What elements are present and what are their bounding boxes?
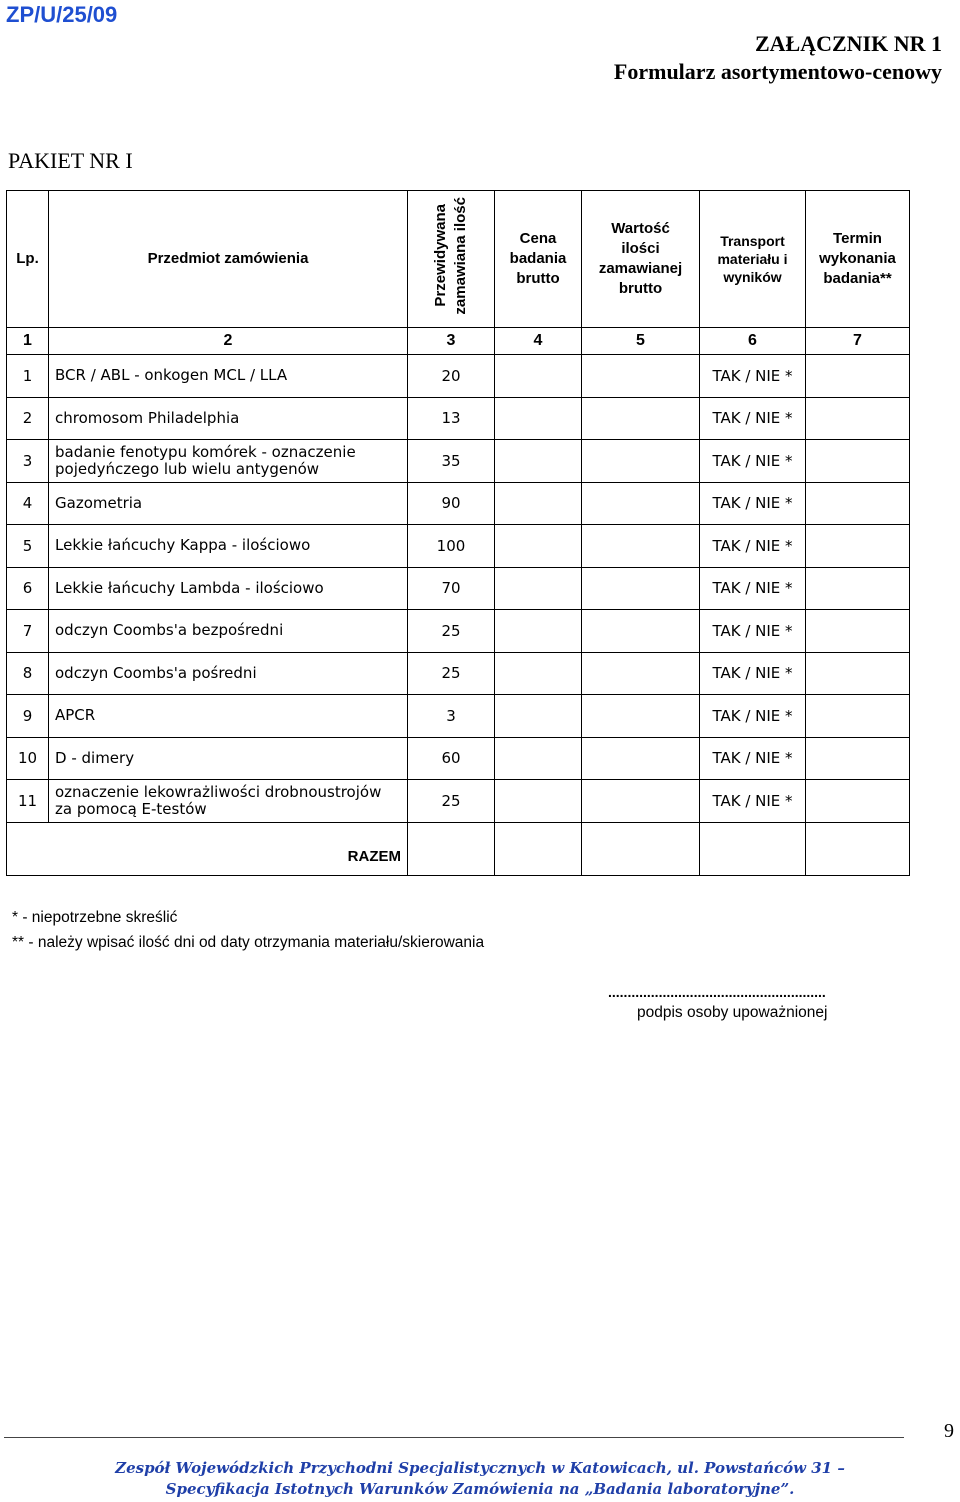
- row-term-cell[interactable]: [806, 397, 910, 440]
- row-term-cell[interactable]: [806, 567, 910, 610]
- table-row: [7, 355, 910, 398]
- col-header-transport: [700, 191, 806, 328]
- row-item: [49, 780, 408, 823]
- footnote-star1: * - niepotrzebne skreślić: [12, 909, 178, 926]
- row-transport[interactable]: TAK / NIE *: [700, 440, 806, 483]
- row-price-cell[interactable]: [495, 737, 582, 780]
- form-title: Formularz asortymentowo-cenowy: [613, 59, 942, 84]
- row-term-cell[interactable]: [806, 355, 910, 398]
- value-header-line1: Wartość: [611, 220, 670, 237]
- row-term-cell[interactable]: [806, 695, 910, 738]
- row-price-cell[interactable]: [495, 525, 582, 568]
- row-item: Lekkie łańcuchy Lambda - ilościowo: [49, 567, 408, 610]
- row-price-cell[interactable]: [495, 780, 582, 823]
- row-item: APCR: [49, 695, 408, 738]
- col-header-price: [495, 191, 582, 328]
- row-price-cell[interactable]: [495, 355, 582, 398]
- row-price-cell[interactable]: [495, 652, 582, 695]
- row-lp: 10: [7, 737, 49, 780]
- term-header-line3: badania**: [823, 270, 892, 287]
- footnote-star2: ** - należy wpisać ilość dni od daty otrzymania materiału/skierowania: [12, 934, 485, 951]
- row-lp: 7: [7, 610, 49, 653]
- page-number: 9: [944, 1420, 954, 1442]
- row-quantity: 25: [408, 652, 495, 695]
- row-transport[interactable]: TAK / NIE *: [700, 355, 806, 398]
- row-item: BCR / ABL - onkogen MCL / LLA: [49, 355, 408, 398]
- footer-institution: Zespół Wojewódzkich Przychodni Specjalistycznych w Katowicach, ul. Powstańców 31 –: [115, 1459, 845, 1477]
- row-lp: 11: [7, 780, 49, 823]
- column-number-row: [7, 328, 910, 355]
- row-quantity: 60: [408, 737, 495, 780]
- table-row: [7, 780, 910, 823]
- row-value-cell[interactable]: [582, 440, 700, 483]
- row-value-cell[interactable]: [582, 610, 700, 653]
- column-number: 2: [49, 328, 408, 355]
- row-value-cell[interactable]: [582, 525, 700, 568]
- total-blank-cell: [7, 822, 49, 875]
- row-value-cell[interactable]: [582, 695, 700, 738]
- table-row: [7, 567, 910, 610]
- attachment-number: ZAŁĄCZNIK NR 1: [754, 31, 942, 56]
- row-value-cell[interactable]: [582, 567, 700, 610]
- row-transport[interactable]: TAK / NIE *: [700, 780, 806, 823]
- row-price-cell[interactable]: [495, 440, 582, 483]
- value-header-line3: zamawianej: [598, 260, 683, 277]
- row-quantity: 3: [408, 695, 495, 738]
- row-lp: 8: [7, 652, 49, 695]
- transport-header-line1: Transport: [720, 233, 785, 249]
- total-price-cell[interactable]: [495, 822, 582, 875]
- row-term-cell[interactable]: [806, 482, 910, 525]
- row-lp: 1: [7, 355, 49, 398]
- total-label: RAZEM: [49, 822, 408, 875]
- footer-divider: [4, 1437, 904, 1438]
- table-row: [7, 482, 910, 525]
- row-quantity: 20: [408, 355, 495, 398]
- col-header-value: [582, 191, 700, 328]
- row-term-cell[interactable]: [806, 525, 910, 568]
- row-transport[interactable]: TAK / NIE *: [700, 567, 806, 610]
- row-value-cell[interactable]: [582, 397, 700, 440]
- row-value-cell[interactable]: [582, 652, 700, 695]
- row-price-cell[interactable]: [495, 397, 582, 440]
- row-lp: 9: [7, 695, 49, 738]
- row-item-line1: oznaczenie lekowrażliwości drobnoustrojów: [55, 782, 382, 801]
- term-header-line1: Termin: [833, 230, 882, 247]
- table-row: [7, 397, 910, 440]
- row-item-line2: za pomocą E-testów: [55, 799, 207, 818]
- column-number: 1: [7, 328, 49, 355]
- row-quantity: 25: [408, 610, 495, 653]
- row-lp: 6: [7, 567, 49, 610]
- qty-header-line2: zamawiana ilość: [452, 197, 469, 315]
- column-number: 7: [806, 328, 910, 355]
- row-term-cell[interactable]: [806, 652, 910, 695]
- row-quantity: 90: [408, 482, 495, 525]
- row-term-cell[interactable]: [806, 780, 910, 823]
- total-row: [7, 822, 910, 875]
- term-header-line2: wykonania: [819, 250, 896, 267]
- column-number: 4: [495, 328, 582, 355]
- row-transport[interactable]: TAK / NIE *: [700, 482, 806, 525]
- row-lp: 4: [7, 482, 49, 525]
- row-transport[interactable]: TAK / NIE *: [700, 695, 806, 738]
- table-row: [7, 737, 910, 780]
- price-form-table: [6, 190, 910, 876]
- row-value-cell[interactable]: [582, 355, 700, 398]
- row-value-cell[interactable]: [582, 482, 700, 525]
- price-header-line3: brutto: [516, 270, 560, 287]
- row-item: Gazometria: [49, 482, 408, 525]
- col-header-lp: Lp.: [7, 191, 49, 328]
- row-item-line1: badanie fenotypu komórek - oznaczenie: [55, 442, 356, 461]
- signature-label: podpis osoby upoważnionej: [637, 1004, 828, 1021]
- table-row: [7, 652, 910, 695]
- footnotes: [12, 905, 484, 955]
- row-lp: 5: [7, 525, 49, 568]
- row-item: D - dimery: [49, 737, 408, 780]
- transport-header-line2: materiału i: [717, 251, 788, 267]
- row-value-cell[interactable]: [582, 737, 700, 780]
- transport-header-line3: wyników: [723, 269, 782, 285]
- table-row: [7, 440, 910, 483]
- value-header-line4: brutto: [618, 280, 663, 297]
- signature-dotted-line: ........................................................: [608, 984, 826, 1000]
- total-transport-cell: [700, 822, 806, 875]
- header-row: [7, 191, 910, 328]
- row-item: odczyn Coombs'a bezpośredni: [49, 610, 408, 653]
- col-header-term: [806, 191, 910, 328]
- col-header-item: Przedmiot zamówienia: [49, 191, 408, 328]
- row-quantity: 25: [408, 780, 495, 823]
- table-row: [7, 525, 910, 568]
- row-term-cell[interactable]: [806, 610, 910, 653]
- row-transport[interactable]: TAK / NIE *: [700, 652, 806, 695]
- row-quantity: 70: [408, 567, 495, 610]
- footer-specification: Specyfikacja Istotnych Warunków Zamówienia na „Badania laboratoryjne”.: [165, 1480, 795, 1498]
- qty-header-line1: Przewidywana: [432, 204, 449, 308]
- row-lp: 3: [7, 440, 49, 483]
- total-value-cell[interactable]: [582, 822, 700, 875]
- row-price-cell[interactable]: [495, 610, 582, 653]
- column-number: 3: [408, 328, 495, 355]
- attachment-title: [614, 30, 942, 86]
- row-transport[interactable]: TAK / NIE *: [700, 737, 806, 780]
- total-term-cell: [806, 822, 910, 875]
- row-term-cell[interactable]: [806, 440, 910, 483]
- row-quantity: 13: [408, 397, 495, 440]
- price-header-line2: badania: [509, 250, 567, 267]
- column-number: 5: [582, 328, 700, 355]
- row-transport[interactable]: TAK / NIE *: [700, 525, 806, 568]
- value-header-line2: ilości: [621, 240, 660, 257]
- price-header-line1: Cena: [519, 230, 557, 247]
- row-price-cell[interactable]: [495, 482, 582, 525]
- row-transport[interactable]: TAK / NIE *: [700, 397, 806, 440]
- column-number: 6: [700, 328, 806, 355]
- table-row: [7, 610, 910, 653]
- row-item-line2: pojedyńczego lub wielu antygenów: [55, 459, 320, 478]
- row-transport[interactable]: TAK / NIE *: [700, 610, 806, 653]
- row-quantity: 35: [408, 440, 495, 483]
- row-price-cell[interactable]: [495, 567, 582, 610]
- table-row: [7, 695, 910, 738]
- row-value-cell[interactable]: [582, 780, 700, 823]
- package-title: PAKIET NR I: [8, 148, 133, 173]
- row-item: chromosom Philadelphia: [49, 397, 408, 440]
- row-item: odczyn Coombs'a pośredni: [49, 652, 408, 695]
- document-code: ZP/U/25/09: [6, 2, 118, 27]
- row-quantity: 100: [408, 525, 495, 568]
- row-item: [49, 440, 408, 483]
- row-item: Lekkie łańcuchy Kappa - ilościowo: [49, 525, 408, 568]
- row-lp: 2: [7, 397, 49, 440]
- col-header-quantity: [408, 191, 495, 328]
- total-quantity-cell: [408, 822, 495, 875]
- row-term-cell[interactable]: [806, 737, 910, 780]
- row-price-cell[interactable]: [495, 695, 582, 738]
